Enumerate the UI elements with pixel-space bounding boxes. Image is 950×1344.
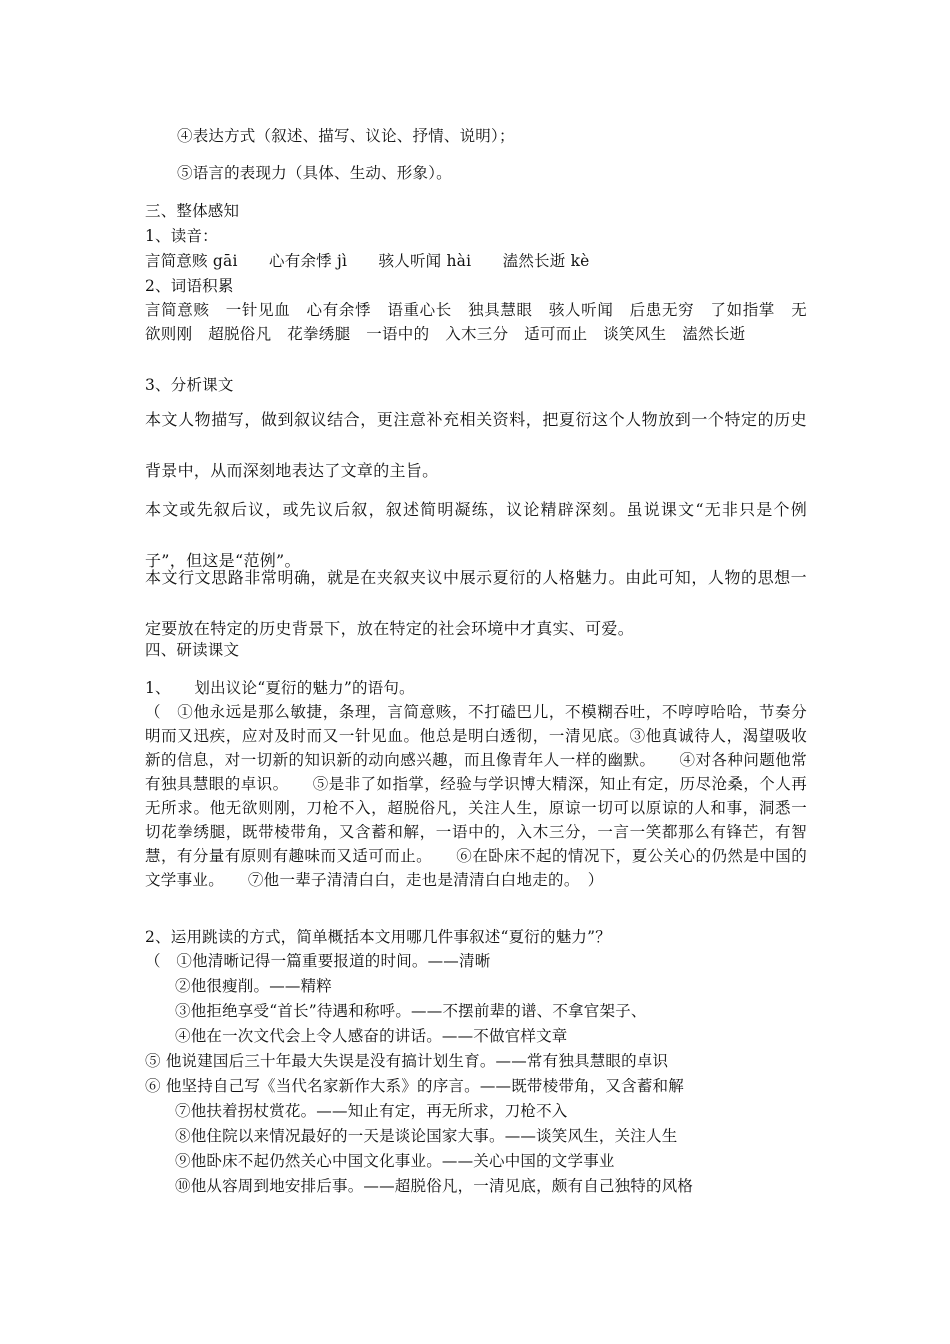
analysis-paragraph: 本文人物描写，做到叙议结合，更注意补充相关资料，把夏衍这个人物放到一个特定的历史背景中，从而深刻地表达了文章的主旨。: [145, 410, 807, 480]
pronunciation-heading: 1、读音：: [145, 227, 218, 245]
question-2-item: （ ①他清晰记得一篇重要报道的时间。——清晰: [145, 952, 491, 970]
question-2-item: ⑧他住院以来情况最好的一天是谈论国家大事。——谈笑风生，关注人生: [175, 1127, 678, 1145]
analysis-heading: 3、分析课文: [145, 376, 234, 394]
analysis-paragraph: 本文行文思路非常明确，就是在夹叙夹议中展示夏衍的人格魅力。由此可知，人物的思想一定要放在特定的历史背景下，放在特定的社会环境中才真实、可爱。: [145, 568, 807, 638]
vocabulary-heading: 2、词语积累: [145, 277, 234, 295]
question-2-item: ⑨他卧床不起仍然关心中国文化事业。——关心中国的文学事业: [175, 1152, 615, 1170]
section-heading-study-text: 四、研读课文: [145, 641, 240, 659]
question-2-item: ③他拒绝享受“首长”待遇和称呼。——不摆前辈的谱、不拿官架子、: [175, 1002, 647, 1020]
question-1: 1、 划出议论“夏衍的魅力”的语句。: [145, 679, 415, 697]
language-expressiveness-item: ⑤语言的表现力（具体、生动、形象）。: [177, 164, 452, 182]
question-2-item: ⑤ 他说建国后三十年最大失误是没有搞计划生育。——常有独具慧眼的卓识: [145, 1052, 669, 1070]
question-2-item: ⑥ 他坚持自己写《当代名家新作大系》的序言。——既带棱带角，又含蓄和解: [145, 1077, 684, 1095]
question-2-item: ⑦他扶着拐杖赏花。——知止有定，再无所求，刀枪不入: [175, 1102, 568, 1120]
question-2-item: ④他在一次文代会上令人感奋的讲话。——不做官样文章: [175, 1027, 568, 1045]
question-2-item: ⑩他从容周到地安排后事。——超脱俗凡，一清见底，颇有自己独特的风格: [175, 1177, 694, 1195]
section-heading-overall-perception: 三、整体感知: [145, 202, 240, 220]
expression-methods-item: ④表达方式（叙述、描写、议论、抒情、说明）；: [177, 127, 515, 145]
analysis-paragraph: 本文或先叙后议，或先议后叙，叙述简明凝练，议论精辟深刻。虽说课文“无非只是个例子”，但这是“范例”。: [145, 500, 807, 570]
question-1-answer: （ ①他永远是那么敏捷，条理，言简意赅，不打磕巴儿，不模糊吞吐，不哼哼哈哈，节奏分明而又迅疾，应对及时而又一针见血。他总是明白透彻，一清见底。③他真诚待人，渴望吸收新的信息，对一切新的知识新的动向感兴趣，而且像青年人一样的幽默。 ④对各种问题他常有独具慧眼的卓识。 ⑤是非了如指掌，经验与学识博大精深，知止有定，历尽沧桑，个人再无所求。他无欲则刚，刀枪不入，超脱俗凡，关注人生，原谅一切可以原谅的人和事，洞悉一切花拳绣腿，既带棱带角，又含蓄和解，一语中的，入木三分，一言一笑都那么有锋芒，有智慧，有分量有原则有趣味而又适可而止。 ⑥在卧床不起的情况下，夏公关心的仍然是中国的文学事业。 ⑦他一辈子清清白白，走也是清清白白地走的。 ）: [145, 703, 807, 889]
pronunciation-list: 言简意赅 gāi 心有余悸 jì 骇人听闻 hài 溘然长逝 kè: [145, 252, 590, 270]
vocabulary-list: 言简意赅 一针见血 心有余悸 语重心长 独具慧眼 骇人听闻 后患无穷 了如指掌 无欲则刚 超脱俗凡 花拳绣腿 一语中的 入木三分 适可而止 谈笑风生 溘然长逝: [145, 301, 807, 343]
question-2-item: ②他很瘦削。——精粹: [175, 977, 333, 995]
question-2: 2、运用跳读的方式，简单概括本文用哪几件事叙述“夏衍的魅力”？: [145, 928, 611, 946]
